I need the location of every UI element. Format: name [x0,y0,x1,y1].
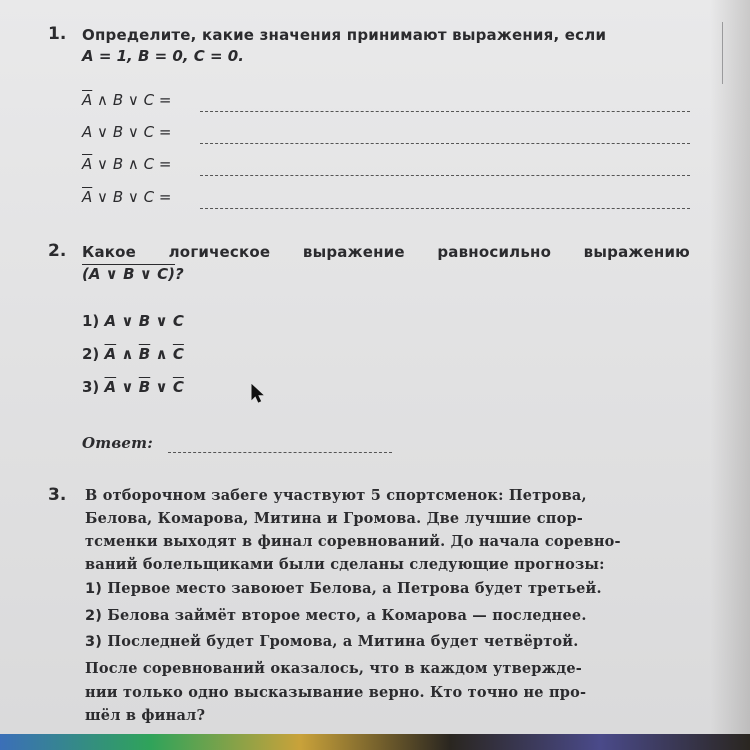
expr2-b: B [112,123,124,141]
expr4-b: B [112,188,124,206]
task1-line1-text: Определите, какие значения принимают выражения, если [82,26,607,44]
task1-expression-4 [82,188,172,206]
expr4-op1: ∨ [97,188,109,206]
task2-word-4: равносильно [437,243,552,261]
option2-c: $\overline{C}$ [172,345,184,363]
task1-number: 1. [48,24,67,44]
option3-c: $\overline{C}$ [172,378,184,396]
page-shadow [710,0,750,734]
expr2-op2: ∨ [127,123,139,141]
expr1-op1: ∧ [97,91,109,109]
option3-a: $\overline{A}$ [104,378,117,396]
task2-word-1: Какое [82,243,137,261]
task3-prediction-2 [85,607,587,624]
expr2-op1: ∨ [97,123,109,141]
expr3-c: C [143,155,155,173]
task2-option-2[interactable] [82,345,184,363]
option1-op2: ∨ [155,312,168,330]
expr1-op2: ∨ [127,91,139,109]
expr4-op2: ∨ [127,188,139,206]
option2-op2: ∧ [155,345,168,363]
task2-expression-value: (A ∨ B ∨ C) [82,265,176,283]
margin-line [722,22,723,84]
expr4-eq: = [158,188,172,206]
option1-c: C [172,312,184,330]
prediction3-text: Последней будет Громова, а Митина будет четвёртой. [107,633,579,650]
expr1-c: C [143,91,155,109]
expr3-eq: = [158,155,172,173]
option3-op2: ∨ [155,378,168,396]
task3-line-4: ваний болельщиками были сделаны следующие прогнозы: [85,556,605,573]
option2-num: 2) [82,345,100,363]
prediction2-text: Белова займёт второе место, а Комарова — последнее. [107,607,587,624]
prediction3-num: 3) [85,634,103,650]
task3-number: 3. [48,485,67,505]
task3-line-1: В отборочном забеге участвуют 5 спортсменок: Петрова, [85,487,587,504]
task3-line-2: Белова, Комарова, Митина и Громова. Две лучшие спор- [85,510,584,527]
task2-question-line1 [82,243,690,261]
task1-line1 [82,26,694,44]
option1-b: B [138,312,151,330]
task1-expression-3 [82,155,172,173]
prediction1-num: 1) [85,581,103,597]
task2-word-2: логическое [168,243,271,261]
task1-answer-line-3[interactable] [200,175,690,176]
expr4-c: C [143,188,155,206]
prediction1-text: Первое место завоюет Белова, а Петрова будет третьей. [107,580,602,597]
expr3-op2: ∧ [127,155,139,173]
task2-number: 2. [48,241,67,261]
task2-question-mark: ? [175,265,184,283]
task2-option-1[interactable] [82,312,184,330]
expr2-eq: = [158,123,172,141]
task1-expression-1 [82,91,172,109]
task3-line-3: тсменки выходят в финал соревнований. До начала соревно- [85,533,621,550]
option3-op1: ∨ [121,378,134,396]
task2-word-3: выражение [302,243,405,261]
option1-op1: ∨ [121,312,134,330]
expr2-a: A [82,123,93,141]
task3-tail-1: После соревнований оказалось, что в каждом утвержде- [85,660,582,677]
option2-a: $\overline{A}$ [104,345,117,363]
task3-prediction-3 [85,633,579,650]
expr3-b: B [112,155,124,173]
task3-tail-2: нии только одно высказывание верно. Кто точно не про- [85,684,587,701]
task1-answer-line-4[interactable] [200,208,690,209]
screen-edge-strip [0,734,750,750]
task3-tail-3: шёл в финал? [85,707,206,724]
expr3-op1: ∨ [97,155,109,173]
expr1-eq: = [158,91,172,109]
mouse-pointer-icon [251,384,265,404]
task1-answer-line-2[interactable] [200,143,690,144]
option2-b: $\overline{B}$ [138,345,151,363]
expr1-b: B [112,91,124,109]
option3-num: 3) [82,378,100,396]
prediction2-num: 2) [85,608,103,624]
task2-expression [82,265,184,283]
task1-answer-line-1[interactable] [200,111,690,112]
task1-line2: A = 1, B = 0, C = 0. [82,47,244,65]
expr4-a: $\overline{A}$ [82,188,93,206]
task1-expression-2 [82,123,172,141]
task2-answer-label: Ответ: [82,434,153,452]
task3-prediction-1 [85,580,602,597]
task2-option-3[interactable] [82,378,184,396]
task2-answer-line[interactable] [168,452,392,453]
option3-b: $\overline{B}$ [138,378,151,396]
expr3-a: $\overline{A}$ [82,155,93,173]
option1-a: A [104,312,117,330]
option2-op1: ∧ [121,345,134,363]
option1-num: 1) [82,312,100,330]
expr1-a: $\overline{A}$ [82,91,93,109]
task2-word-5: выражению [583,243,690,261]
expr2-c: C [143,123,155,141]
